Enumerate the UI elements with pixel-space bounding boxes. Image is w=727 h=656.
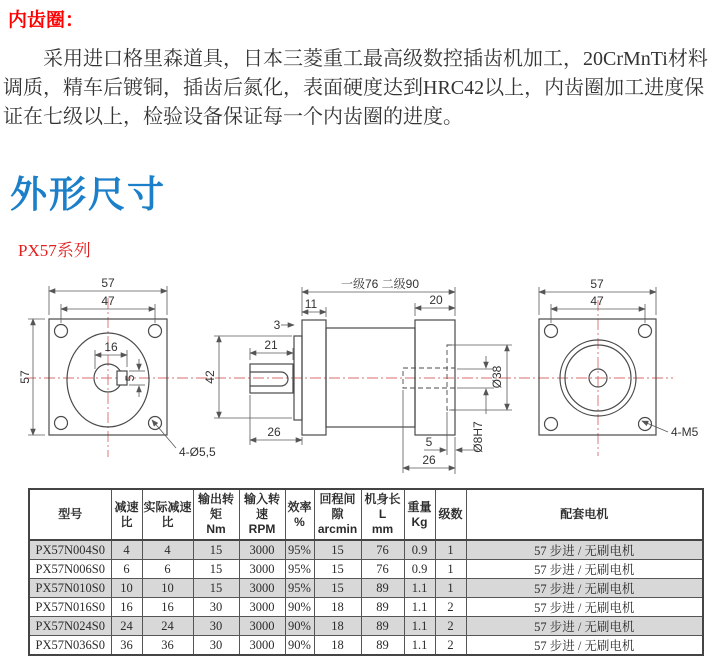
dim-side-bore: Ø8H7 bbox=[471, 421, 485, 453]
table-cell: 6 bbox=[111, 560, 142, 579]
table-cell: 76 bbox=[361, 560, 404, 579]
table-cell: 24 bbox=[142, 617, 193, 636]
table-cell: 30 bbox=[193, 598, 239, 617]
spec-table bbox=[28, 488, 704, 656]
table-cell: 3000 bbox=[239, 636, 285, 656]
table-cell: 1.1 bbox=[404, 636, 435, 656]
dim-front-holes: 4-Ø5,5 bbox=[179, 445, 216, 459]
dim-front-height: 57 bbox=[18, 370, 32, 384]
series-label: PX57系列 bbox=[18, 241, 91, 260]
table-cell: 57 步进 / 无刷电机 bbox=[466, 636, 703, 656]
table-cell: 6 bbox=[142, 560, 193, 579]
table-cell: 15 bbox=[193, 579, 239, 598]
table-cell: 95% bbox=[285, 579, 314, 598]
dim-side-overall: 一级76 二级90 bbox=[340, 277, 420, 291]
table-cell: 15 bbox=[314, 560, 361, 579]
dim-side-shaft-length: 21 bbox=[264, 338, 278, 352]
dim-side-shaft-overall: 26 bbox=[267, 425, 281, 439]
table-row bbox=[29, 560, 703, 579]
table-cell: 1.1 bbox=[404, 617, 435, 636]
table-row bbox=[29, 540, 703, 560]
spec-table-body bbox=[29, 540, 703, 655]
table-cell: PX57N016S0 bbox=[29, 598, 111, 617]
table-cell: 10 bbox=[111, 579, 142, 598]
table-cell: 57 步进 / 无刷电机 bbox=[466, 560, 703, 579]
side-view bbox=[203, 277, 512, 474]
table-cell: 3000 bbox=[239, 598, 285, 617]
column-header: 级数 bbox=[435, 489, 466, 540]
table-cell: 2 bbox=[435, 598, 466, 617]
section-title-internal-gear: 内齿圈： bbox=[8, 10, 85, 31]
table-cell: 89 bbox=[361, 598, 404, 617]
table-cell: 15 bbox=[314, 579, 361, 598]
table-cell: 15 bbox=[314, 540, 361, 560]
description-paragraph: 采用进口格里森道具，日本三菱重工最高级数控插齿机加工，20CrMnTi材料调质，精车后镀铜，插齿后氮化，表面硬度达到HRC42以上，内齿圈加工进度保证在七级以上，检验设备保证每一个内齿圈的进度。 bbox=[3, 48, 708, 128]
table-cell: 30 bbox=[193, 617, 239, 636]
column-header: 输出转矩 Nm bbox=[193, 489, 239, 540]
table-cell: 0.9 bbox=[404, 540, 435, 560]
table-cell: PX57N010S0 bbox=[29, 579, 111, 598]
table-row bbox=[29, 579, 703, 598]
dim-side-pilot-diameter: Ø38 bbox=[490, 365, 504, 389]
table-cell: 36 bbox=[142, 636, 193, 656]
table-cell: 95% bbox=[285, 560, 314, 579]
dim-front-hub: 16 bbox=[104, 340, 118, 354]
table-cell: 3000 bbox=[239, 617, 285, 636]
table-header-row bbox=[29, 489, 703, 540]
table-cell: 3000 bbox=[239, 540, 285, 560]
table-cell: 4 bbox=[111, 540, 142, 560]
column-header: 型号 bbox=[29, 489, 111, 540]
table-cell: 10 bbox=[142, 579, 193, 598]
front-view bbox=[18, 276, 216, 459]
column-header: 配套电机 bbox=[466, 489, 703, 540]
column-header: 机身长 L mm bbox=[361, 489, 404, 540]
column-header: 重量 Kg bbox=[404, 489, 435, 540]
table-cell: 36 bbox=[111, 636, 142, 656]
rear-view bbox=[539, 277, 699, 456]
table-cell: 16 bbox=[142, 598, 193, 617]
table-cell: PX57N036S0 bbox=[29, 636, 111, 656]
table-cell: 1 bbox=[435, 540, 466, 560]
table-cell: 90% bbox=[285, 636, 314, 656]
column-header: 回程间隙 arcmin bbox=[314, 489, 361, 540]
table-cell: 3000 bbox=[239, 560, 285, 579]
dim-side-rear-length: 20 bbox=[429, 293, 443, 307]
dimension-drawing bbox=[0, 256, 727, 482]
dim-side-bore-depth: 26 bbox=[422, 453, 436, 467]
table-cell: 89 bbox=[361, 636, 404, 656]
table-cell: 24 bbox=[111, 617, 142, 636]
table-cell: 76 bbox=[361, 540, 404, 560]
table-cell: 1.1 bbox=[404, 579, 435, 598]
table-cell: 57 步进 / 无刷电机 bbox=[466, 617, 703, 636]
table-cell: 2 bbox=[435, 636, 466, 656]
table-cell: 0.9 bbox=[404, 560, 435, 579]
dim-front-bolt-spacing: 47 bbox=[101, 294, 115, 308]
table-cell: 15 bbox=[193, 560, 239, 579]
table-cell: 1.1 bbox=[404, 598, 435, 617]
table-cell: 90% bbox=[285, 617, 314, 636]
table-cell: 57 步进 / 无刷电机 bbox=[466, 598, 703, 617]
table-cell: 1 bbox=[435, 560, 466, 579]
table-row bbox=[29, 598, 703, 617]
table-cell: 18 bbox=[314, 617, 361, 636]
column-header: 减速比 bbox=[111, 489, 142, 540]
table-cell: 3000 bbox=[239, 579, 285, 598]
dim-rear-width: 57 bbox=[590, 277, 604, 291]
table-cell: 30 bbox=[193, 636, 239, 656]
dim-side-front-length: 11 bbox=[304, 297, 318, 311]
table-cell: PX57N006S0 bbox=[29, 560, 111, 579]
dim-side-height: 42 bbox=[203, 370, 217, 384]
dim-front-key: 5 bbox=[123, 374, 137, 382]
table-cell: 89 bbox=[361, 579, 404, 598]
table-cell: 1 bbox=[435, 579, 466, 598]
table-cell: 57 步进 / 无刷电机 bbox=[466, 540, 703, 560]
dim-side-recess-depth: 5 bbox=[425, 435, 433, 449]
section-title-dimensions: 外形尺寸 bbox=[10, 175, 166, 216]
table-cell: 16 bbox=[111, 598, 142, 617]
table-cell: 89 bbox=[361, 617, 404, 636]
dim-side-plate: 3 bbox=[273, 318, 281, 332]
table-cell: 18 bbox=[314, 598, 361, 617]
column-header: 效率 % bbox=[285, 489, 314, 540]
dim-rear-holes: 4-M5 bbox=[671, 425, 699, 439]
column-header: 实际减速比 bbox=[142, 489, 193, 540]
table-cell: 57 步进 / 无刷电机 bbox=[466, 579, 703, 598]
table-cell: 90% bbox=[285, 598, 314, 617]
dim-front-width: 57 bbox=[101, 276, 115, 290]
table-cell: 95% bbox=[285, 540, 314, 560]
dim-rear-bolt-spacing: 47 bbox=[590, 294, 604, 308]
table-cell: PX57N024S0 bbox=[29, 617, 111, 636]
table-cell: 18 bbox=[314, 636, 361, 656]
column-header: 输入转速 RPM bbox=[239, 489, 285, 540]
table-row bbox=[29, 617, 703, 636]
table-row bbox=[29, 636, 703, 656]
table-cell: 2 bbox=[435, 617, 466, 636]
table-cell: 15 bbox=[193, 540, 239, 560]
table-cell: 4 bbox=[142, 540, 193, 560]
table-cell: PX57N004S0 bbox=[29, 540, 111, 560]
